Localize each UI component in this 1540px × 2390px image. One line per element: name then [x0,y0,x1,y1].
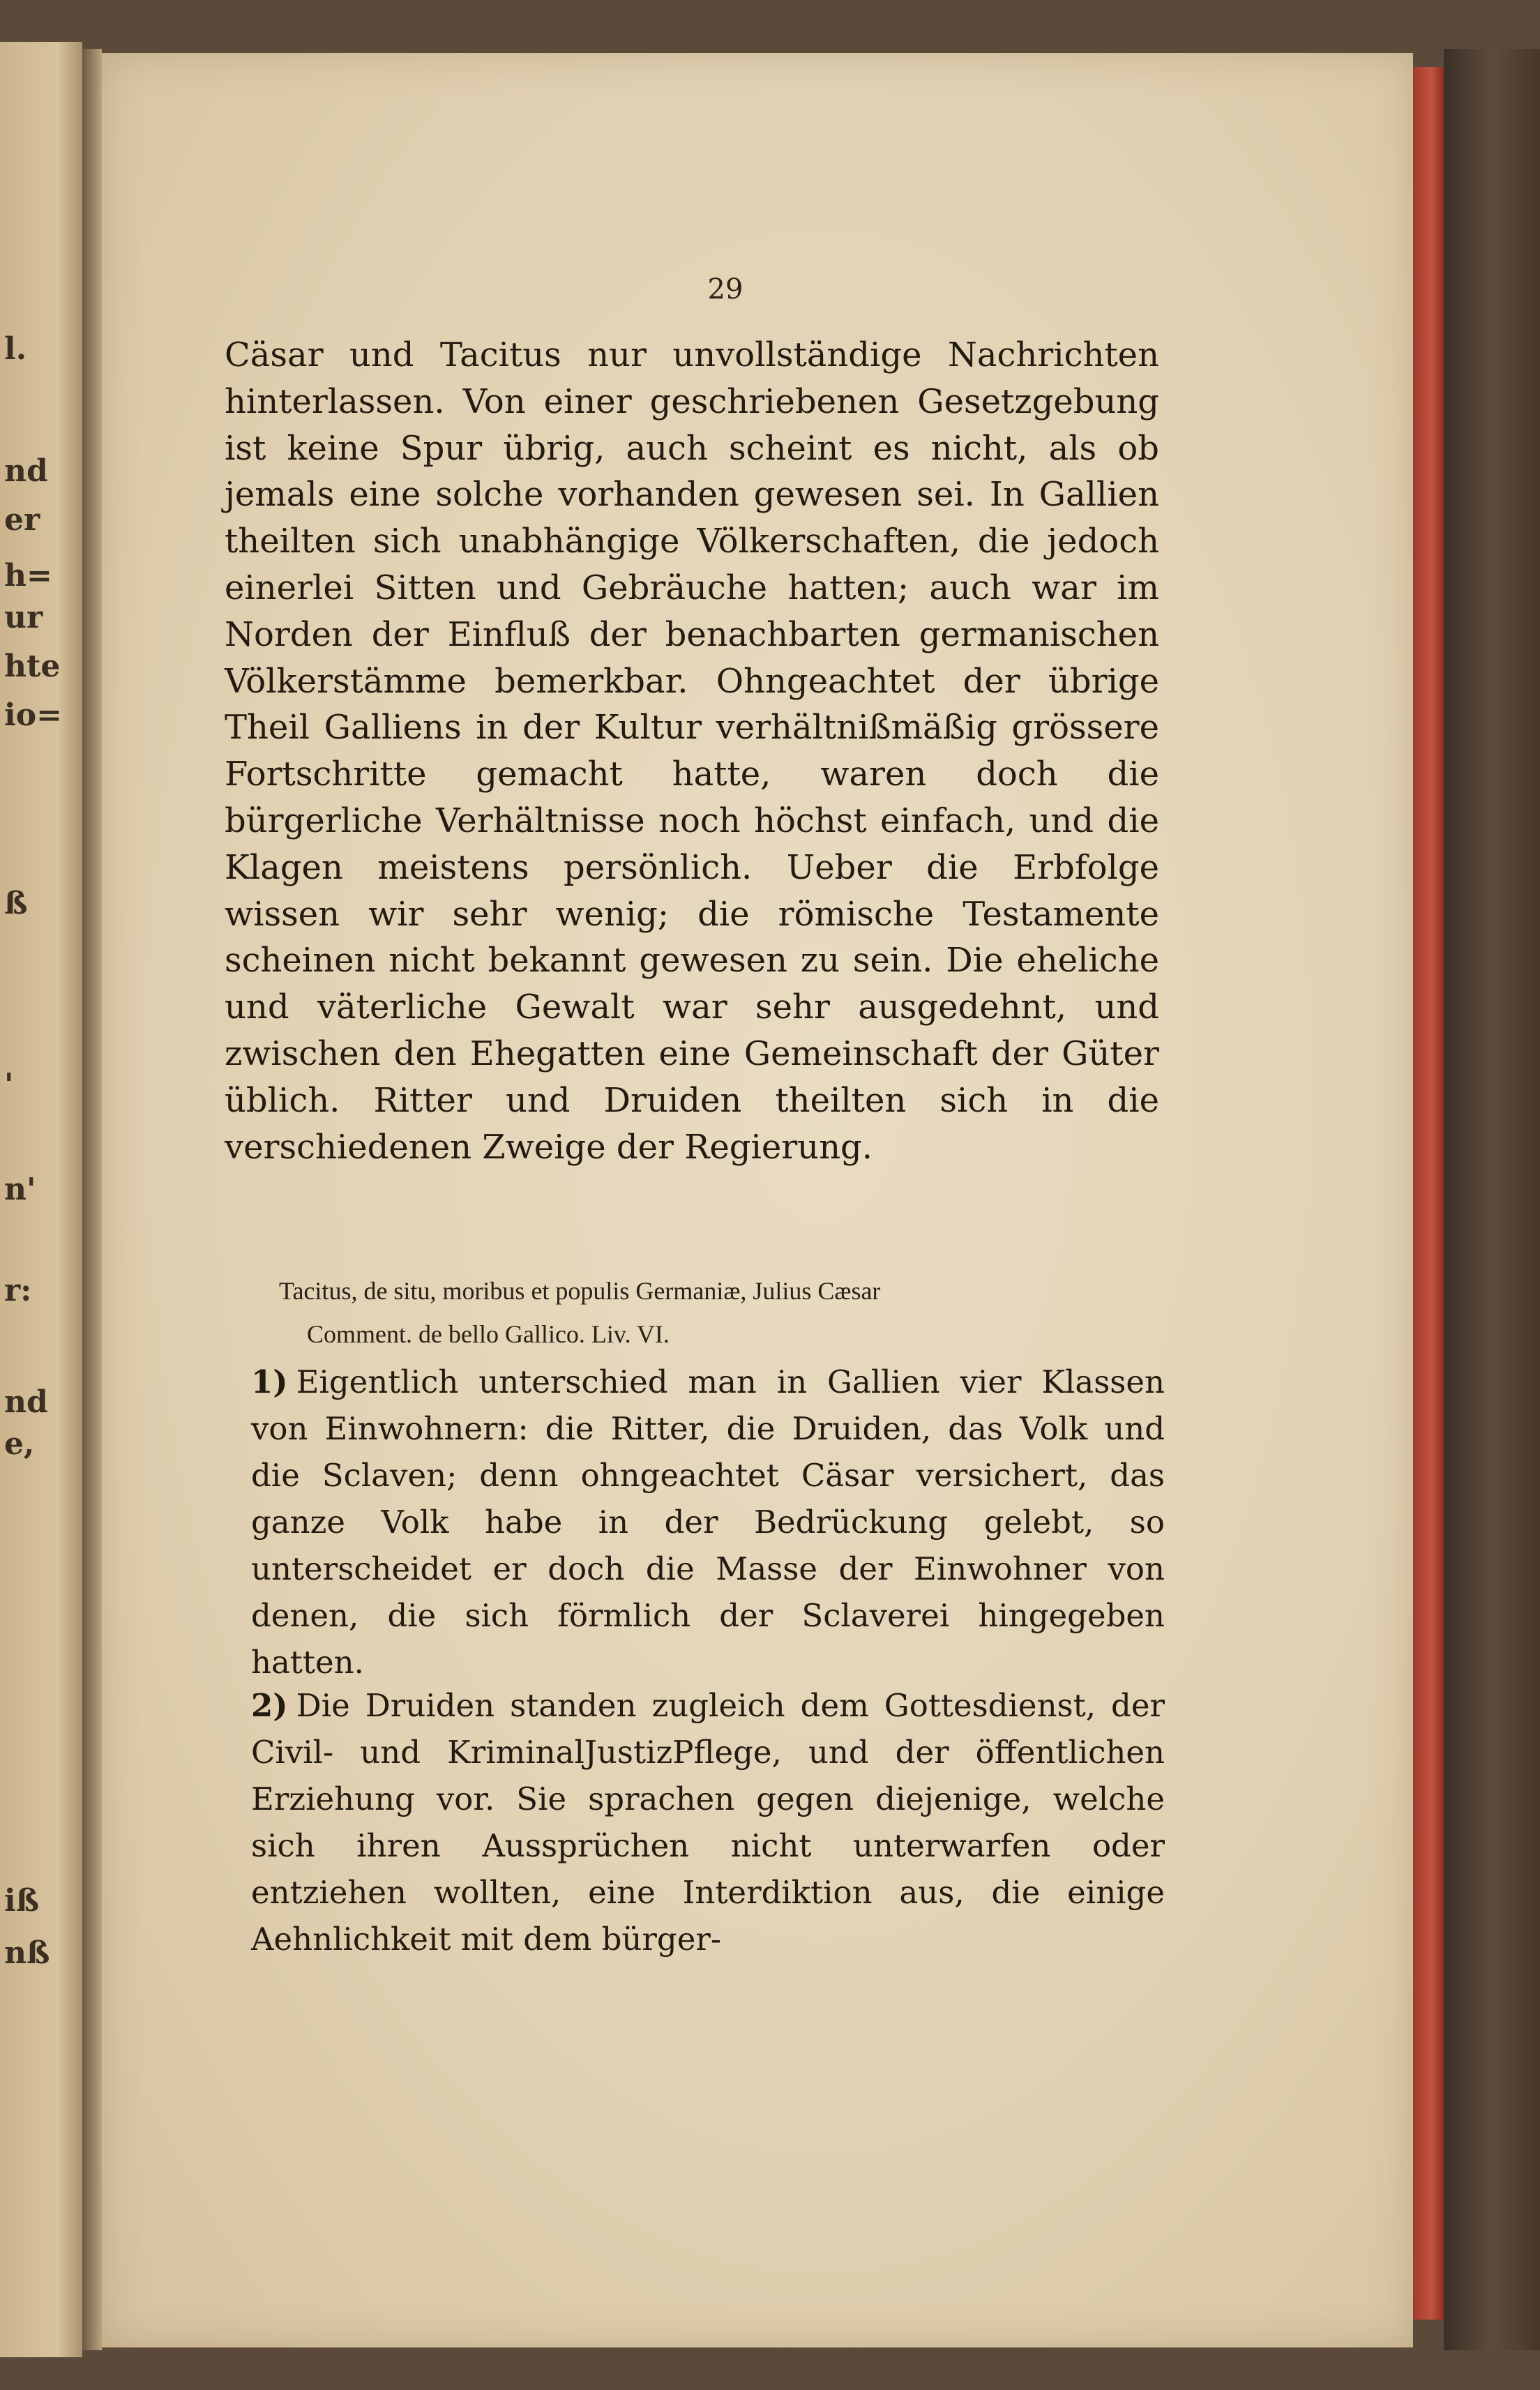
facing-page-fragment: r: [4,1273,32,1308]
footnote-text: Eigentlich unterschied man in Gallien vier Klassen von Einwohnern: die Ritter, die Druiden, das Volk und die Sclaven; denn ohngeachtet Cäsar versichert, das ganze Volk habe in der Bedrückung gelebt, so unterscheidet er doch die Masse der Einwohner von denen, die sich förmlich der Sclaverei hingegeben hatten. [251,1363,1165,1681]
citation-line-2: Comment. de bello Gallico. Liv. VI. [307,1320,670,1348]
main-text-block [225,332,1159,1170]
citation-line-1: Tacitus, de situ, moribus et populis Germaniæ, Julius Cæsar [279,1277,881,1305]
footnote-1 [251,1359,1165,1686]
footnote-text: Die Druiden standen zugleich dem Gottesdienst, der Civil- und KriminalJustizPflege, und der öffentlichen Erziehung vor. Sie sprachen gegen diejenige, welche sich ihren Aussprüchen nicht unterwarfen oder entziehen wollten, eine Interdiktion aus, die einige Aehnlichkeit mit dem bürger- [251,1687,1165,1958]
facing-page-fragment: ur [4,600,43,635]
footnote-2 [251,1682,1165,1962]
facing-page-fragment: io= [4,697,62,733]
facing-page-fragment: nd [4,1384,48,1420]
facing-page-fragment: l. [4,331,27,367]
book-gutter [82,49,102,2350]
footnote-number: 1) [251,1363,288,1400]
facing-page-fragment: er [4,502,40,538]
book-cover-red-edge [1413,67,1444,2320]
main-paragraph: Cäsar und Tacitus nur unvollständige Nachrichten hinterlassen. Von einer geschriebenen Gesetzgebung ist keine Spur übrig, auch scheint es nicht, als ob jemals eine solche vorhanden gewesen sei. In Gallien theilten sich unabhängige Völkerschaften, die jedoch einerlei Sitten und Gebräuche hatten; auch war im Norden der Einfluß der benachbarten germanischen Völkerstämme bemerkbar. Ohngeachtet der übrige Theil Galliens in der Kultur verhältnißmäßig grössere Fortschritte gemacht hatte, waren doch die bürgerliche Verhältnisse noch höchst einfach, und die Klagen meistens persönlich. Ueber die Erbfolge wissen wir sehr wenig; die römische Testamente scheinen nicht bekannt gewesen zu sein. Die eheliche und väterliche Gewalt war sehr ausgedehnt, und zwischen den Ehegatten eine Gemeinschaft der Güter üblich. Ritter und Druiden theilten sich in die verschiedenen Zweige der Regierung. [225,335,1159,1167]
facing-page-fragment: ' [4,1067,14,1103]
facing-page-fragment: h= [4,558,52,593]
footnote-number: 2) [251,1687,288,1724]
facing-page-fragment: e, [4,1426,35,1462]
facing-page-fragment: hte [4,649,61,684]
book-cover-board [1444,49,1540,2350]
page-number: 29 [707,273,743,305]
facing-page-fragment: n' [4,1172,36,1207]
facing-page-fragment: nd [4,453,48,489]
facing-page-fragment: iß [4,1883,40,1919]
source-citation [279,1269,1165,1356]
facing-page-fragment: ß [4,886,28,921]
facing-page-fragment: nß [4,1935,50,1971]
